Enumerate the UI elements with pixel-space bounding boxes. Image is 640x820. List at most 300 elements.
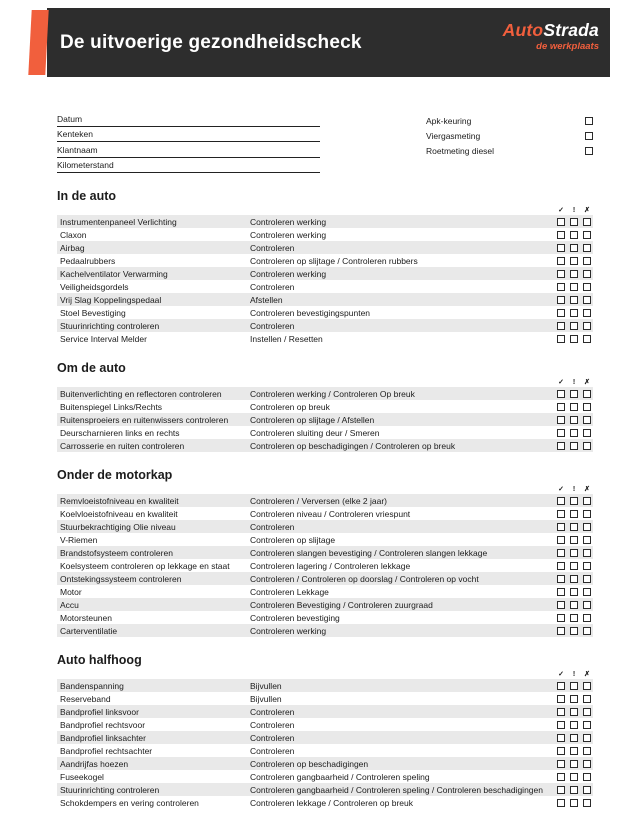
row-item-label: Carrosserie en ruiten controleren (60, 440, 185, 451)
checkbox-viergasmeting[interactable] (585, 132, 593, 140)
checkbox-bad[interactable] (583, 390, 591, 398)
orange-accent-shape (28, 10, 48, 75)
checkbox-warn[interactable] (570, 283, 578, 291)
checkbox-ok[interactable] (557, 575, 565, 583)
row-checkboxes (557, 773, 593, 781)
row-action-label: Controleren werking (250, 229, 327, 240)
field-kilometerstand[interactable] (57, 158, 320, 174)
section-rows (57, 679, 593, 809)
checkbox-bad[interactable] (583, 497, 591, 505)
table-row (57, 679, 593, 692)
cross-icon: ✗ (584, 670, 590, 678)
row-action-label: Controleren bevestigingspunten (250, 307, 371, 318)
checkbox-ok[interactable] (557, 682, 565, 690)
checkbox-warn[interactable] (570, 708, 578, 716)
section-rows (57, 387, 593, 452)
table-row (57, 507, 593, 520)
table-row (57, 598, 593, 611)
row-action-label: Controleren op beschadigingen (250, 758, 369, 769)
checkbox-bad[interactable] (583, 575, 591, 583)
checkbox-warn[interactable] (570, 536, 578, 544)
logo-auto-text: Auto (502, 20, 544, 40)
checkbox-warn[interactable] (570, 786, 578, 794)
checkbox-bad[interactable] (583, 231, 591, 239)
field-label: Apk-keuring (426, 115, 472, 126)
row-checkboxes (557, 497, 593, 505)
checkbox-apk-keuring[interactable] (585, 117, 593, 125)
exclamation-icon: ! (572, 378, 576, 386)
section-title: In de auto (57, 189, 117, 203)
field-label: Klantnaam (57, 144, 98, 155)
table-row (57, 319, 593, 332)
checkbox-ok[interactable] (557, 497, 565, 505)
row-item-label: V-Riemen (60, 534, 98, 545)
checkbox-warn[interactable] (570, 442, 578, 450)
table-row (57, 241, 593, 254)
checkbox-ok[interactable] (557, 416, 565, 424)
row-checkboxes (557, 627, 593, 635)
row-item-label: Stuurinrichting controleren (60, 320, 160, 331)
row-action-label: Controleren (250, 320, 295, 331)
field-datum[interactable] (57, 111, 320, 127)
row-action-label: Bijvullen (250, 680, 282, 691)
row-action-label: Controleren werking (250, 625, 327, 636)
row-action-label: Controleren op slijtage (250, 534, 336, 545)
logo (503, 22, 599, 51)
checkbox-ok[interactable] (557, 403, 565, 411)
checkbox-warn[interactable] (570, 627, 578, 635)
checkbox-warn[interactable] (570, 416, 578, 424)
row-action-label: Controleren gangbaarheid / Controleren speling (250, 771, 430, 782)
checkbox-bad[interactable] (583, 734, 591, 742)
checkbox-bad[interactable] (583, 601, 591, 609)
legend-row (57, 484, 593, 494)
checkbox-bad[interactable] (583, 296, 591, 304)
checkbox-warn[interactable] (570, 601, 578, 609)
row-item-label: Stuurbekrachtiging Olie niveau (60, 521, 176, 532)
section-title: Om de auto (57, 361, 126, 375)
checkbox-ok[interactable] (557, 536, 565, 544)
section-title: Auto halfhoog (57, 653, 142, 667)
cross-icon: ✗ (584, 206, 590, 214)
row-item-label: Service Interval Melder (60, 333, 147, 344)
row-item-label: Koelsysteem controleren op lekkage en staat (60, 560, 230, 571)
checkbox-bad[interactable] (583, 708, 591, 716)
checkbox-warn[interactable] (570, 429, 578, 437)
field-roetmeting-diesel (426, 144, 593, 159)
checkbox-ok[interactable] (557, 760, 565, 768)
checkbox-warn[interactable] (570, 721, 578, 729)
checkbox-warn[interactable] (570, 614, 578, 622)
row-checkboxes (557, 309, 593, 317)
checkbox-bad[interactable] (583, 721, 591, 729)
row-action-label: Controleren op slijtage / Afstellen (250, 414, 375, 425)
section-om-de-auto (57, 361, 593, 452)
checkbox-warn[interactable] (570, 588, 578, 596)
row-item-label: Aandrijfas hoezen (60, 758, 129, 769)
row-checkboxes (557, 335, 593, 343)
section-onder-de-motorkap (57, 468, 593, 637)
field-viergasmeting (426, 128, 593, 143)
table-row (57, 585, 593, 598)
row-checkboxes (557, 416, 593, 424)
row-action-label: Afstellen (250, 294, 283, 305)
row-checkboxes (557, 429, 593, 437)
logo-subtitle: de werkplaats (536, 40, 599, 52)
checkbox-bad[interactable] (583, 682, 591, 690)
row-checkboxes (557, 218, 593, 226)
table-row (57, 611, 593, 624)
checkbox-ok[interactable] (557, 773, 565, 781)
row-checkboxes (557, 747, 593, 755)
section-rows (57, 494, 593, 637)
field-apk-keuring (426, 113, 593, 128)
checkbox-warn[interactable] (570, 682, 578, 690)
check-icon: ✓ (558, 206, 564, 214)
row-checkboxes (557, 549, 593, 557)
row-action-label: Controleren sluiting deur / Smeren (250, 427, 380, 438)
row-item-label: Veiligheidsgordels (60, 281, 129, 292)
checkbox-bad[interactable] (583, 322, 591, 330)
row-item-label: Bandprofiel linksachter (60, 732, 146, 743)
row-action-label: Controleren werking / Controleren Op breuk (250, 388, 415, 399)
row-item-label: Bandprofiel rechtsachter (60, 745, 153, 756)
row-checkboxes (557, 322, 593, 330)
row-checkboxes (557, 231, 593, 239)
row-checkboxes (557, 257, 593, 265)
checkbox-bad[interactable] (583, 627, 591, 635)
field-klantnaam[interactable] (57, 142, 320, 158)
checkbox-bad[interactable] (583, 403, 591, 411)
checkbox-ok[interactable] (557, 799, 565, 807)
checkbox-ok[interactable] (557, 627, 565, 635)
row-action-label: Controleren op breuk (250, 401, 330, 412)
row-item-label: Carterventilatie (60, 625, 118, 636)
row-action-label: Controleren (250, 745, 295, 756)
row-action-label: Controleren Lekkage (250, 586, 329, 597)
checkbox-warn[interactable] (570, 218, 578, 226)
row-item-label: Accu (60, 599, 79, 610)
row-item-label: Schokdempers en vering controleren (60, 797, 199, 808)
checkbox-warn[interactable] (570, 747, 578, 755)
checkbox-bad[interactable] (583, 588, 591, 596)
row-action-label: Controleren bevestiging (250, 612, 340, 623)
row-checkboxes (557, 510, 593, 518)
checkbox-warn[interactable] (570, 497, 578, 505)
row-checkboxes (557, 575, 593, 583)
logo-wordmark (503, 22, 599, 40)
row-item-label: Bandprofiel rechtsvoor (60, 719, 146, 730)
table-row (57, 624, 593, 637)
check-icon: ✓ (558, 485, 564, 493)
row-action-label: Controleren lagering / Controleren lekkage (250, 560, 411, 571)
row-action-label: Controleren (250, 242, 295, 253)
row-checkboxes (557, 403, 593, 411)
logo-strada-text: Strada (543, 20, 599, 40)
row-checkboxes (557, 760, 593, 768)
checkbox-warn[interactable] (570, 322, 578, 330)
checkbox-ok[interactable] (557, 510, 565, 518)
page-title: De uitvoerige gezondheidscheck (60, 31, 362, 53)
checkbox-warn[interactable] (570, 773, 578, 781)
row-item-label: Buitenverlichting en reflectoren controleren (60, 388, 222, 399)
checkbox-ok[interactable] (557, 335, 565, 343)
field-label: Datum (57, 113, 83, 124)
checkbox-ok[interactable] (557, 721, 565, 729)
checkbox-ok[interactable] (557, 442, 565, 450)
field-label: Kenteken (57, 129, 93, 139)
checkbox-bad[interactable] (583, 335, 591, 343)
table-row (57, 705, 593, 718)
row-item-label: Ontstekingssysteem controleren (60, 573, 182, 584)
table-row (57, 731, 593, 744)
table-row (57, 692, 593, 705)
table-row (57, 559, 593, 572)
row-checkboxes (557, 695, 593, 703)
checkbox-ok[interactable] (557, 244, 565, 252)
row-action-label: Controleren lekkage / Controleren op breuk (250, 797, 414, 808)
table-row (57, 215, 593, 228)
row-checkboxes (557, 562, 593, 570)
exclamation-icon: ! (572, 485, 576, 493)
row-item-label: Buitenspiegel Links/Rechts (60, 401, 163, 412)
cross-icon: ✗ (584, 378, 590, 386)
checkbox-ok[interactable] (557, 257, 565, 265)
checkbox-ok[interactable] (557, 296, 565, 304)
checkbox-warn[interactable] (570, 523, 578, 531)
table-row (57, 770, 593, 783)
checkbox-ok[interactable] (557, 218, 565, 226)
form-left (57, 111, 320, 173)
checkbox-warn[interactable] (570, 799, 578, 807)
row-checkboxes (557, 682, 593, 690)
row-checkboxes (557, 283, 593, 291)
table-row (57, 413, 593, 426)
table-row (57, 439, 593, 452)
checkbox-ok[interactable] (557, 562, 565, 570)
checkbox-bad[interactable] (583, 283, 591, 291)
table-row (57, 744, 593, 757)
table-row (57, 783, 593, 796)
checkbox-warn[interactable] (570, 403, 578, 411)
checkbox-ok[interactable] (557, 231, 565, 239)
form-area (57, 111, 593, 173)
checkbox-bad[interactable] (583, 270, 591, 278)
row-action-label: Bijvullen (250, 693, 282, 704)
section-rows (57, 215, 593, 345)
row-item-label: Bandenspanning (60, 680, 124, 691)
row-item-label: Stuurinrichting controleren (60, 784, 160, 795)
checkbox-ok[interactable] (557, 429, 565, 437)
checkbox-warn[interactable] (570, 231, 578, 239)
row-action-label: Controleren slangen bevestiging / Controleren slangen lekkage (250, 547, 488, 558)
checkbox-warn[interactable] (570, 270, 578, 278)
checkbox-bad[interactable] (583, 799, 591, 807)
table-row (57, 546, 593, 559)
page (0, 8, 640, 809)
checkbox-ok[interactable] (557, 322, 565, 330)
checkbox-bad[interactable] (583, 244, 591, 252)
table-row (57, 280, 593, 293)
checkbox-bad[interactable] (583, 760, 591, 768)
row-checkboxes (557, 799, 593, 807)
row-checkboxes (557, 721, 593, 729)
checkbox-bad[interactable] (583, 786, 591, 794)
row-action-label: Controleren werking (250, 216, 327, 227)
row-checkboxes (557, 708, 593, 716)
section-auto-halfhoog (57, 653, 593, 809)
section-in-de-auto (57, 189, 593, 345)
row-action-label: Controleren (250, 732, 295, 743)
row-action-label: Controleren (250, 281, 295, 292)
table-row (57, 293, 593, 306)
table-row (57, 520, 593, 533)
check-icon: ✓ (558, 378, 564, 386)
table-row (57, 306, 593, 319)
legend-row (57, 669, 593, 679)
checkbox-warn[interactable] (570, 257, 578, 265)
checkbox-warn[interactable] (570, 562, 578, 570)
table-row (57, 267, 593, 280)
row-action-label: Controleren (250, 521, 295, 532)
legend-row (57, 205, 593, 215)
checkbox-warn[interactable] (570, 760, 578, 768)
row-checkboxes (557, 390, 593, 398)
table-row (57, 533, 593, 546)
row-action-label: Controleren / Controleren op doorslag / Controleren op vocht (250, 573, 479, 584)
header-bar (47, 8, 610, 77)
row-item-label: Remvloeistofniveau en kwaliteit (60, 495, 179, 506)
checkbox-warn[interactable] (570, 390, 578, 398)
row-checkboxes (557, 244, 593, 252)
table-row (57, 400, 593, 413)
checkbox-ok[interactable] (557, 601, 565, 609)
exclamation-icon: ! (572, 670, 576, 678)
checkbox-ok[interactable] (557, 786, 565, 794)
row-checkboxes (557, 734, 593, 742)
row-item-label: Ruitensproeiers en ruitenwissers controleren (60, 414, 229, 425)
row-item-label: Airbag (60, 242, 85, 253)
checkbox-warn[interactable] (570, 695, 578, 703)
row-item-label: Bandprofiel linksvoor (60, 706, 139, 717)
table-row (57, 332, 593, 345)
checkbox-warn[interactable] (570, 549, 578, 557)
checkbox-bad[interactable] (583, 510, 591, 518)
row-item-label: Claxon (60, 229, 87, 240)
checkbox-bad[interactable] (583, 416, 591, 424)
row-action-label: Controleren (250, 719, 295, 730)
checkbox-bad[interactable] (583, 523, 591, 531)
row-action-label: Controleren gangbaarheid / Controleren speling / Controleren beschadigingen (250, 784, 543, 795)
row-checkboxes (557, 442, 593, 450)
checkbox-bad[interactable] (583, 257, 591, 265)
checkbox-bad[interactable] (583, 309, 591, 317)
row-item-label: Deurscharnieren links en rechts (60, 427, 180, 438)
checkbox-bad[interactable] (583, 218, 591, 226)
row-item-label: Brandstofsysteem controleren (60, 547, 173, 558)
checkbox-warn[interactable] (570, 734, 578, 742)
checkbox-bad[interactable] (583, 695, 591, 703)
row-action-label: Controleren op slijtage / Controleren rubbers (250, 255, 418, 266)
field-label: Roetmeting diesel (426, 146, 495, 157)
table-row (57, 757, 593, 770)
row-action-label: Controleren (250, 706, 295, 717)
checkbox-ok[interactable] (557, 309, 565, 317)
checkbox-ok[interactable] (557, 734, 565, 742)
row-action-label: Controleren niveau / Controleren vriespunt (250, 508, 411, 519)
row-item-label: Vrij Slag Koppelingspedaal (60, 294, 162, 305)
check-icon: ✓ (558, 670, 564, 678)
row-checkboxes (557, 523, 593, 531)
legend-row (57, 377, 593, 387)
table-row (57, 228, 593, 241)
row-item-label: Stoel Bevestiging (60, 307, 126, 318)
row-item-label: Reserveband (60, 693, 111, 704)
row-checkboxes (557, 614, 593, 622)
row-item-label: Koelvloeistofniveau en kwaliteit (60, 508, 178, 519)
checkbox-bad[interactable] (583, 773, 591, 781)
checkbox-ok[interactable] (557, 588, 565, 596)
checkbox-bad[interactable] (583, 614, 591, 622)
checkbox-ok[interactable] (557, 708, 565, 716)
checkbox-bad[interactable] (583, 747, 591, 755)
checkbox-ok[interactable] (557, 549, 565, 557)
row-item-label: Motorsteunen (60, 612, 112, 623)
field-label: Kilometerstand (57, 160, 114, 170)
checkbox-bad[interactable] (583, 562, 591, 570)
field-kenteken[interactable] (57, 127, 320, 143)
checkbox-ok[interactable] (557, 390, 565, 398)
checkbox-ok[interactable] (557, 270, 565, 278)
table-row (57, 796, 593, 809)
checkbox-warn[interactable] (570, 335, 578, 343)
table-row (57, 718, 593, 731)
checkbox-bad[interactable] (583, 536, 591, 544)
checkbox-ok[interactable] (557, 283, 565, 291)
row-checkboxes (557, 588, 593, 596)
sections (57, 189, 593, 809)
row-action-label: Controleren werking (250, 268, 327, 279)
row-item-label: Instrumentenpaneel Verlichting (60, 216, 177, 227)
checkbox-ok[interactable] (557, 695, 565, 703)
checkbox-ok[interactable] (557, 614, 565, 622)
form-right (426, 111, 593, 173)
checkbox-ok[interactable] (557, 747, 565, 755)
checkbox-warn[interactable] (570, 309, 578, 317)
exclamation-icon: ! (572, 206, 576, 214)
checkbox-roetmeting-diesel[interactable] (585, 147, 593, 155)
checkbox-warn[interactable] (570, 296, 578, 304)
checkbox-bad[interactable] (583, 429, 591, 437)
row-checkboxes (557, 786, 593, 794)
checkbox-warn[interactable] (570, 575, 578, 583)
row-action-label: Controleren op beschadigingen / Controleren op breuk (250, 440, 456, 451)
row-action-label: Controleren Bevestiging / Controleren zuurgraad (250, 599, 433, 610)
table-row (57, 572, 593, 585)
cross-icon: ✗ (584, 485, 590, 493)
row-action-label: Instellen / Resetten (250, 333, 323, 344)
row-checkboxes (557, 296, 593, 304)
checkbox-bad[interactable] (583, 442, 591, 450)
checkbox-warn[interactable] (570, 510, 578, 518)
row-checkboxes (557, 536, 593, 544)
checkbox-ok[interactable] (557, 523, 565, 531)
row-item-label: Pedaalrubbers (60, 255, 116, 266)
checkbox-warn[interactable] (570, 244, 578, 252)
table-row (57, 426, 593, 439)
checkbox-bad[interactable] (583, 549, 591, 557)
field-label: Viergasmeting (426, 130, 481, 141)
